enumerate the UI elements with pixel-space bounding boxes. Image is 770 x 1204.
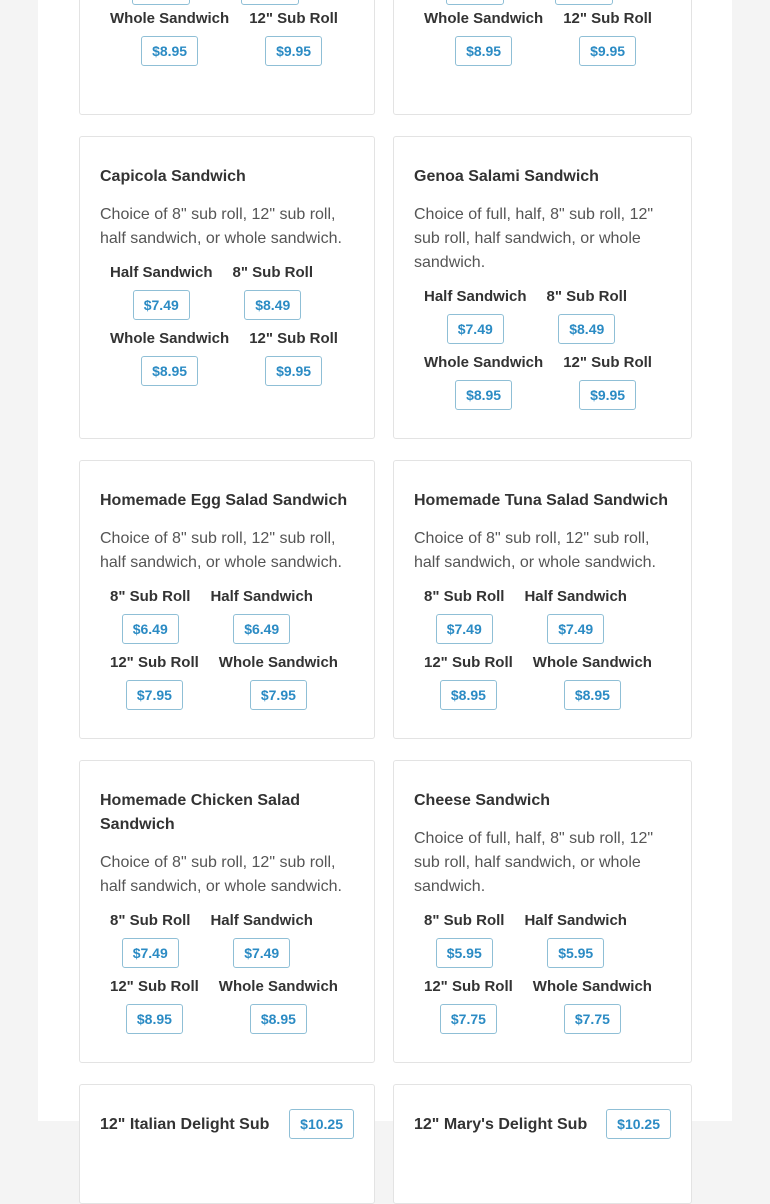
option-label: Half Sandwich: [110, 264, 213, 281]
price-options: [414, 585, 671, 717]
price-button[interactable]: $7.49: [547, 614, 604, 644]
price-option: [233, 261, 313, 327]
option-label: 8" Sub Roll: [110, 912, 191, 929]
price-option: [232, 0, 308, 7]
menu-item-card: [393, 0, 692, 115]
item-title: Homemade Egg Salad Sandwich: [100, 492, 348, 509]
price-button[interactable]: [241, 0, 298, 5]
item-title: Capicola Sandwich: [100, 168, 246, 185]
item-title: 12" Italian Delight Sub: [100, 1116, 270, 1133]
price-option: [424, 285, 527, 351]
price-button[interactable]: $7.49: [233, 938, 290, 968]
option-label: 12" Sub Roll: [424, 654, 513, 671]
price-option: [110, 327, 229, 393]
option-label: Whole Sandwich: [110, 330, 230, 347]
price-button[interactable]: $6.49: [233, 614, 290, 644]
price-button[interactable]: $8.95: [126, 1004, 183, 1034]
price-button[interactable]: $9.95: [579, 380, 636, 410]
price-option: [110, 0, 212, 7]
price-options: [100, 909, 354, 1041]
price-option: [424, 909, 504, 975]
price-button[interactable]: $7.49: [133, 290, 190, 320]
price-button[interactable]: $8.95: [440, 680, 497, 710]
price-option: [110, 585, 190, 651]
option-label: 8" Sub Roll: [110, 588, 191, 605]
price-button[interactable]: $7.95: [126, 680, 183, 710]
price-button[interactable]: $7.49: [122, 938, 179, 968]
option-label: Half Sandwich: [210, 588, 313, 605]
menu-item-card: [393, 136, 692, 439]
item-title-row: [100, 1105, 354, 1139]
option-label: Whole Sandwich: [424, 354, 544, 371]
price-button[interactable]: $8.95: [455, 380, 512, 410]
price-button[interactable]: $9.95: [265, 356, 322, 386]
price-options: [414, 909, 671, 1041]
price-button[interactable]: $8.95: [564, 680, 621, 710]
menu-item-card: [393, 760, 692, 1063]
price-option: [424, 651, 513, 717]
price-option: [424, 351, 543, 417]
menu-item-card: [393, 460, 692, 739]
price-button[interactable]: $10.25: [606, 1109, 671, 1139]
price-button[interactable]: $8.95: [141, 36, 198, 66]
price-button[interactable]: [446, 0, 503, 5]
item-description: Choice of 8" sub roll, 12" sub roll, half sandwich, or whole sandwich.: [100, 530, 342, 571]
item-description: Choice of 8" sub roll, 12" sub roll, half sandwich, or whole sandwich.: [100, 206, 342, 247]
item-title: Homemade Tuna Salad Sandwich: [414, 492, 668, 509]
price-button[interactable]: $7.75: [564, 1004, 621, 1034]
item-description: Choice of full, half, 8" sub roll, 12" sub roll, half sandwich, or whole sandwich.: [414, 830, 654, 895]
item-description: Choice of full, half, 8" sub roll, 12" sub roll, half sandwich, or whole sandwich.: [414, 206, 654, 271]
price-button[interactable]: $8.95: [141, 356, 198, 386]
price-option: [210, 585, 313, 651]
option-label: Half Sandwich: [524, 912, 627, 929]
item-title: Cheese Sandwich: [414, 792, 551, 809]
price-button[interactable]: $8.95: [455, 36, 512, 66]
price-option: [219, 651, 338, 717]
price-option: [424, 975, 513, 1041]
option-label: 8" Sub Roll: [424, 912, 505, 929]
price-option: [424, 0, 526, 7]
price-option: [563, 351, 652, 417]
price-button[interactable]: $8.49: [244, 290, 301, 320]
price-option: [110, 261, 213, 327]
price-option: [424, 585, 504, 651]
price-option: [546, 0, 622, 7]
option-label: 12" Sub Roll: [249, 10, 338, 27]
option-label: 8" Sub Roll: [546, 288, 627, 305]
price-button[interactable]: $7.49: [447, 314, 504, 344]
price-button[interactable]: $5.95: [436, 938, 493, 968]
price-button[interactable]: $7.49: [436, 614, 493, 644]
option-label: 8" Sub Roll: [424, 588, 505, 605]
item-description: Choice of 8" sub roll, 12" sub roll, half sandwich, or whole sandwich.: [100, 854, 342, 895]
price-option: [210, 909, 313, 975]
price-option: [563, 7, 652, 73]
option-label: Whole Sandwich: [532, 654, 652, 671]
menu-item-card: [79, 460, 375, 739]
option-label: Whole Sandwich: [424, 10, 544, 27]
price-button[interactable]: $8.95: [250, 1004, 307, 1034]
price-options: [100, 261, 354, 393]
price-option: [524, 909, 627, 975]
option-label: 12" Sub Roll: [249, 330, 338, 347]
option-label: 8" Sub Roll: [232, 264, 313, 281]
price-options: [100, 585, 354, 717]
price-option: [547, 285, 627, 351]
price-option: [249, 327, 338, 393]
item-description: Choice of 8" sub roll, 12" sub roll, half sandwich, or whole sandwich.: [414, 530, 656, 571]
menu-item-card: [79, 136, 375, 439]
price-button[interactable]: $9.95: [579, 36, 636, 66]
option-label: 12" Sub Roll: [110, 654, 199, 671]
menu-item-card: [79, 0, 375, 115]
price-option: [424, 7, 543, 73]
price-button[interactable]: $6.49: [122, 614, 179, 644]
price-options: [414, 0, 671, 73]
price-options: [414, 285, 671, 417]
price-button[interactable]: [132, 0, 189, 5]
price-button[interactable]: $8.49: [558, 314, 615, 344]
price-option: [110, 909, 190, 975]
price-option: [219, 975, 338, 1041]
menu-item-card: [79, 760, 375, 1063]
item-title: Homemade Chicken Salad Sandwich: [100, 792, 301, 833]
option-label: Whole Sandwich: [218, 978, 338, 995]
option-label: 12" Sub Roll: [424, 978, 513, 995]
option-label: Whole Sandwich: [218, 654, 338, 671]
option-label: Half Sandwich: [424, 288, 527, 305]
menu-item-card: [393, 1084, 692, 1204]
option-label: Whole Sandwich: [110, 10, 230, 27]
price-options: [100, 0, 354, 73]
option-label: Half Sandwich: [524, 588, 627, 605]
price-button[interactable]: $9.95: [265, 36, 322, 66]
price-button[interactable]: $10.25: [289, 1109, 354, 1139]
price-button[interactable]: $7.95: [250, 680, 307, 710]
menu-item-card: [79, 1084, 375, 1204]
price-option: [110, 651, 199, 717]
price-option: [110, 7, 229, 73]
option-label: 12" Sub Roll: [110, 978, 199, 995]
item-title: Genoa Salami Sandwich: [414, 168, 599, 185]
price-option: [533, 975, 652, 1041]
option-label: 12" Sub Roll: [563, 10, 652, 27]
price-option: [249, 7, 338, 73]
price-option: [524, 585, 627, 651]
price-option: [110, 975, 199, 1041]
price-button[interactable]: $5.95: [547, 938, 604, 968]
item-title: 12" Mary's Delight Sub: [414, 1116, 588, 1133]
price-option: [533, 651, 652, 717]
option-label: 12" Sub Roll: [563, 354, 652, 371]
option-label: Whole Sandwich: [532, 978, 652, 995]
price-button[interactable]: $7.75: [440, 1004, 497, 1034]
item-title-row: [414, 1105, 671, 1139]
price-button[interactable]: [555, 0, 612, 5]
option-label: Half Sandwich: [210, 912, 313, 929]
